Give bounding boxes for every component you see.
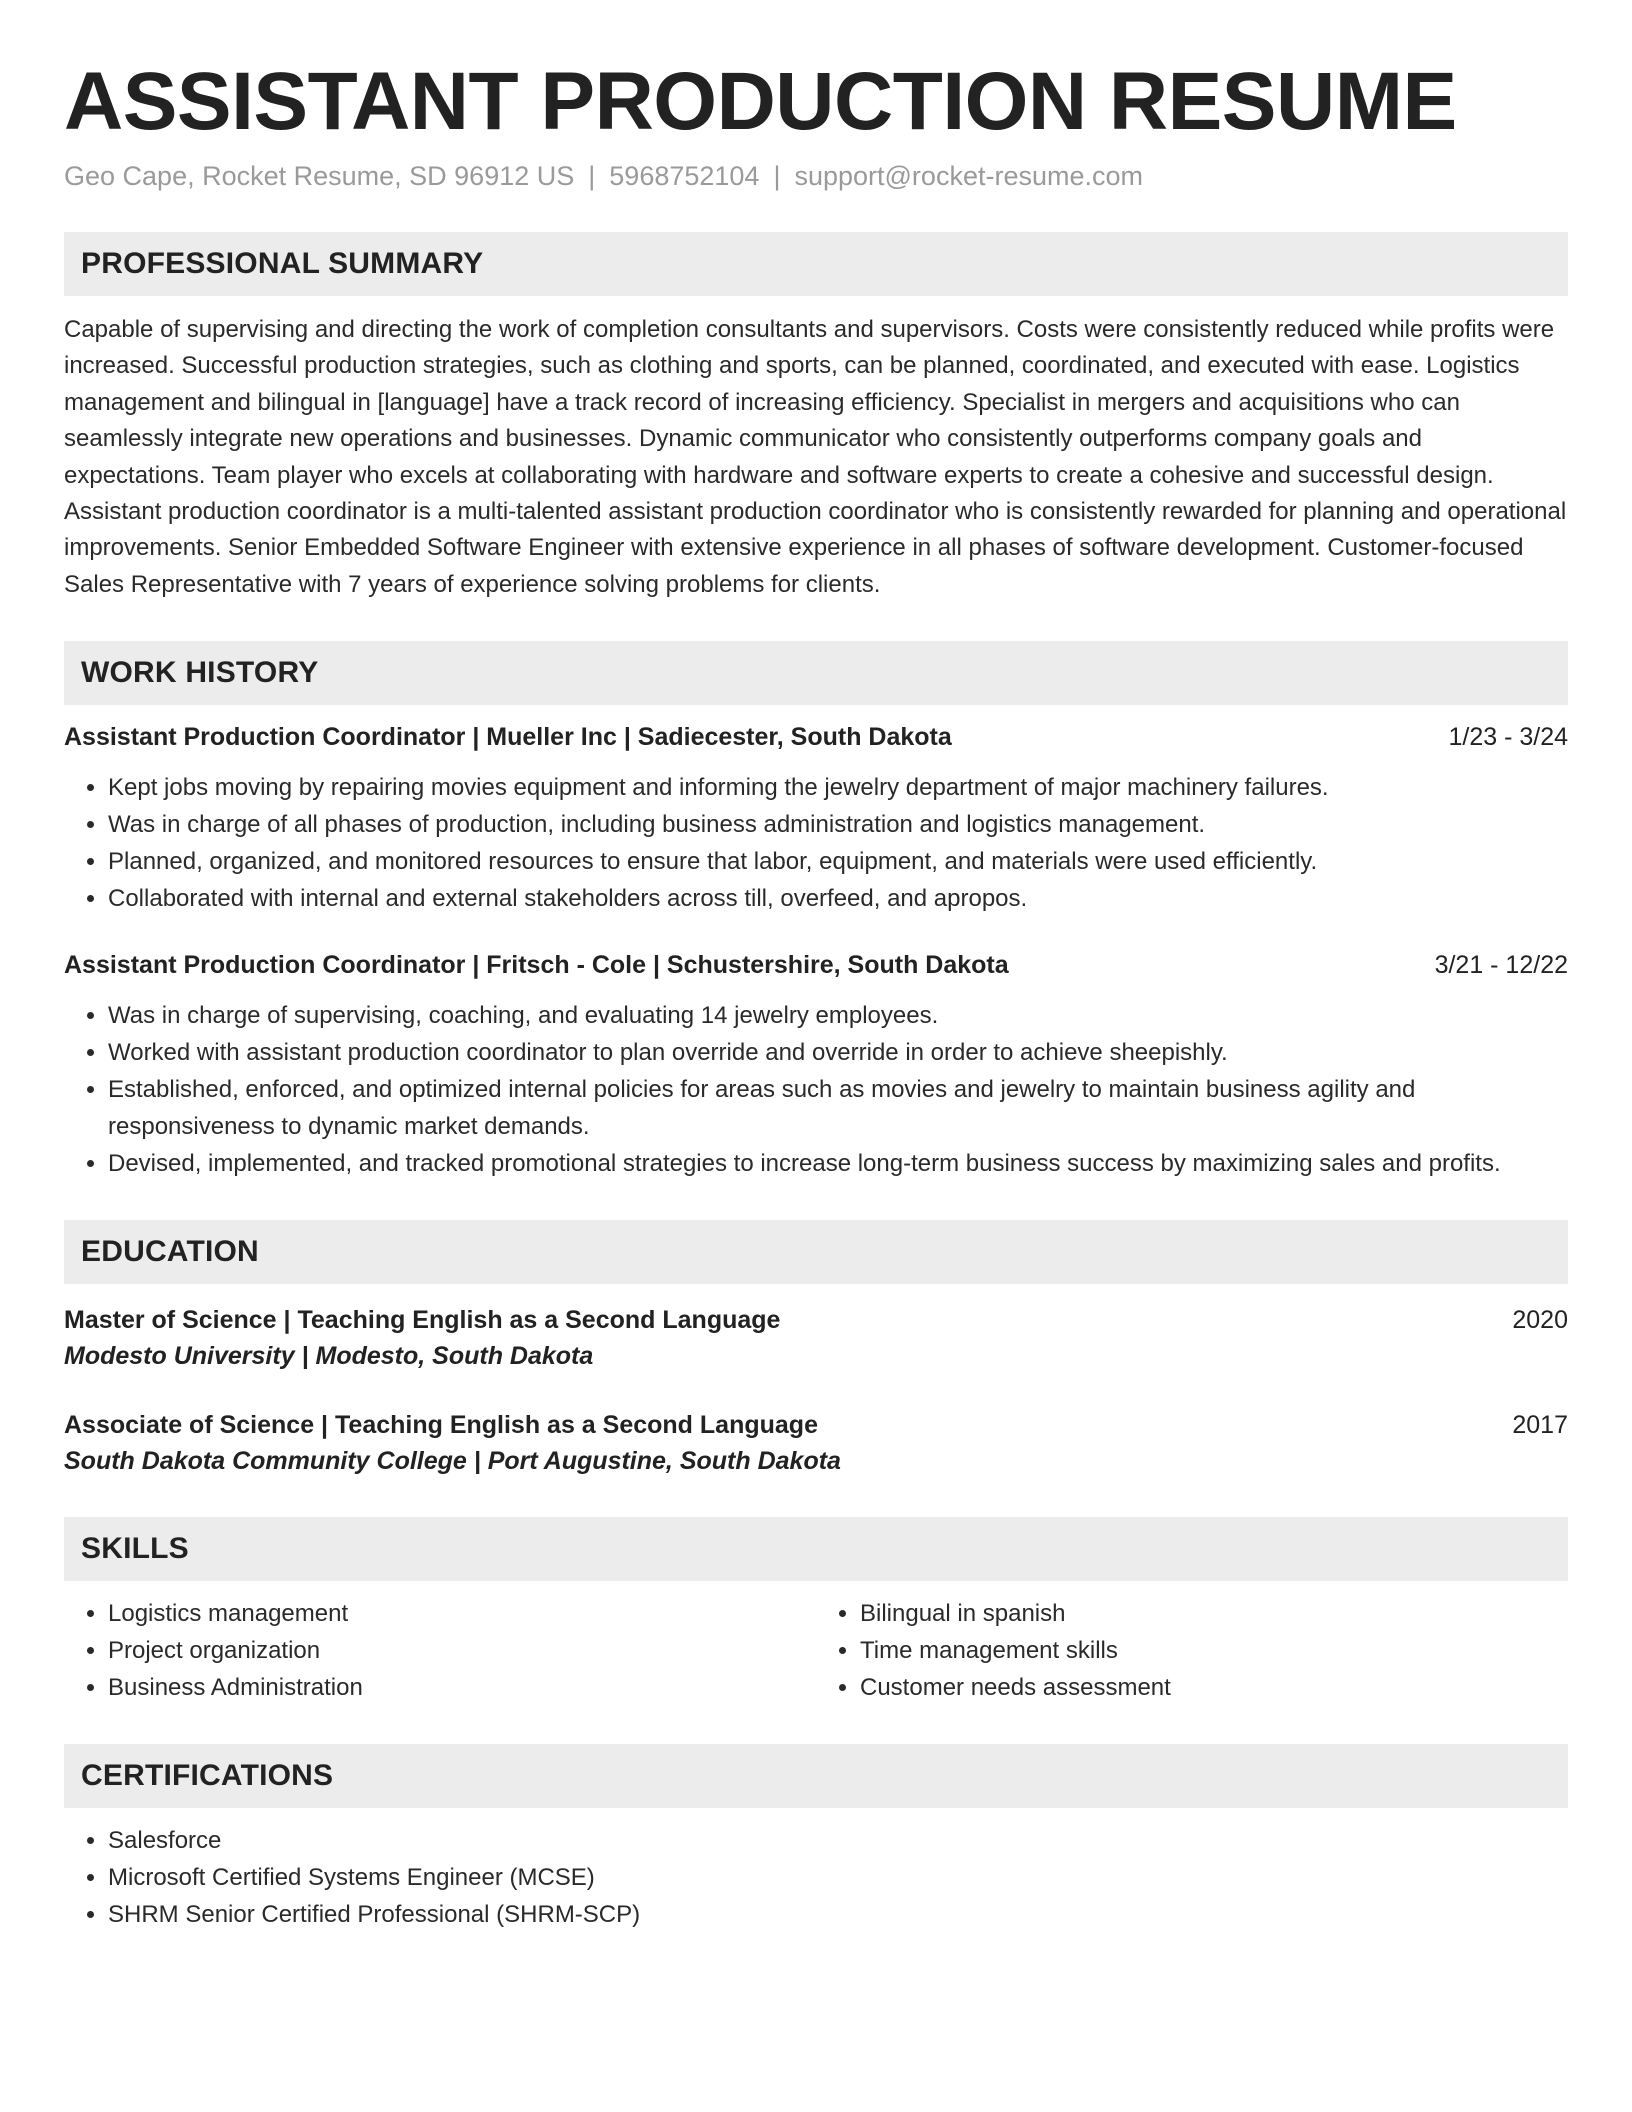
education-entry: [64, 1302, 1568, 1374]
job-bullet: • Planned, organized, and monitored resources to ensure that labor, equipment, and materials were used efficiently.: [108, 843, 1568, 880]
job-dates: 1/23 - 3/24: [1448, 723, 1568, 752]
contact-separator: |: [588, 161, 596, 191]
job-title: Assistant Production Coordinator | Mueller Inc | Sadiecester, South Dakota: [64, 723, 952, 752]
job-bullet: • Was in charge of all phases of production, including business administration and logistics management.: [108, 806, 1568, 843]
job-dates: 3/21 - 12/22: [1434, 951, 1568, 980]
education-year: 2020: [1512, 1306, 1568, 1335]
education-degree: Master of Science | Teaching English as a Second Language: [64, 1306, 781, 1335]
certifications-list: [64, 1822, 1568, 1933]
education-school: Modesto University | Modesto, South Dakota: [64, 1342, 594, 1371]
skills-column-left: [64, 1595, 816, 1706]
job-entry: [64, 719, 1568, 917]
job-bullet: • Kept jobs moving by repairing movies equipment and informing the jewelry department of major machinery failures.: [108, 769, 1568, 806]
job-bullets: [64, 769, 1568, 917]
section-header-skills: SKILLS: [64, 1517, 1568, 1581]
section-header-certifications: CERTIFICATIONS: [64, 1744, 1568, 1808]
skills-column-right: [816, 1595, 1568, 1706]
contact-phone: 5968752104: [609, 161, 760, 191]
job-header: [64, 947, 1568, 983]
skill-item: • Logistics management: [108, 1595, 816, 1632]
skill-item: • Business Administration: [108, 1669, 816, 1706]
contact-email: support@rocket-resume.com: [794, 161, 1143, 191]
education-header: [64, 1407, 1568, 1443]
job-bullets: [64, 997, 1568, 1182]
certification-item: • Salesforce: [108, 1822, 1568, 1859]
contact-line: [64, 158, 1568, 194]
skills-grid: [64, 1595, 1568, 1706]
job-bullet: • Established, enforced, and optimized internal policies for areas such as movies and jewelry to maintain business agility and responsiveness to dynamic market demands.: [108, 1071, 1568, 1145]
skill-item: • Time management skills: [860, 1632, 1568, 1669]
section-header-work-history: WORK HISTORY: [64, 641, 1568, 705]
job-bullet: • Was in charge of supervising, coaching, and evaluating 14 jewelry employees.: [108, 997, 1568, 1034]
contact-separator: |: [773, 161, 781, 191]
job-header: [64, 719, 1568, 755]
certification-item: • SHRM Senior Certified Professional (SHRM-SCP): [108, 1896, 1568, 1933]
section-header-summary: PROFESSIONAL SUMMARY: [64, 232, 1568, 296]
education-year: 2017: [1512, 1411, 1568, 1440]
contact-address: Geo Cape, Rocket Resume, SD 96912 US: [64, 161, 575, 191]
job-entry: [64, 947, 1568, 1182]
job-title: Assistant Production Coordinator | Fritsch - Cole | Schustershire, South Dakota: [64, 951, 1009, 980]
resume-title: ASSISTANT PRODUCTION RESUME: [64, 56, 1457, 147]
skill-item: • Project organization: [108, 1632, 816, 1669]
certification-item: • Microsoft Certified Systems Engineer (MCSE): [108, 1859, 1568, 1896]
education-degree: Associate of Science | Teaching English as a Second Language: [64, 1411, 818, 1440]
job-bullet: • Collaborated with internal and external stakeholders across till, overfeed, and apropos.: [108, 880, 1568, 917]
education-header: [64, 1302, 1568, 1338]
job-bullet: • Devised, implemented, and tracked promotional strategies to increase long-term business success by maximizing sales and profits.: [108, 1145, 1568, 1182]
summary-text: Capable of supervising and directing the work of completion consultants and supervisors. Costs were consistently reduced while profits were increased. Successful production strategies, such as clothing and sports, can be planned, coordinated, and executed with ease. Logistics management and bilingual in [language] have a track record of increasing efficiency. Specialist in mergers and acquisitions who can seamlessly integrate new operations and businesses. Dynamic communicator who consistently outperforms company goals and expectations. Team player who excels at collaborating with hardware and software experts to create a cohesive and successful design. Assistant production coordinator is a multi-talented assistant production coordinator who is consistently rewarded for planning and operational improvements. Senior Embedded Software Engineer with extensive experience in all phases of software development. Customer-focused Sales Representative with 7 years of experience solving problems for clients.: [64, 316, 1567, 598]
skill-item: • Customer needs assessment: [860, 1669, 1568, 1706]
education-entry: [64, 1407, 1568, 1479]
education-school: South Dakota Community College | Port Augustine, South Dakota: [64, 1447, 841, 1476]
skill-item: • Bilingual in spanish: [860, 1595, 1568, 1632]
section-header-education: EDUCATION: [64, 1220, 1568, 1284]
job-bullet: • Worked with assistant production coordinator to plan override and override in order to achieve sheepishly.: [108, 1034, 1568, 1071]
